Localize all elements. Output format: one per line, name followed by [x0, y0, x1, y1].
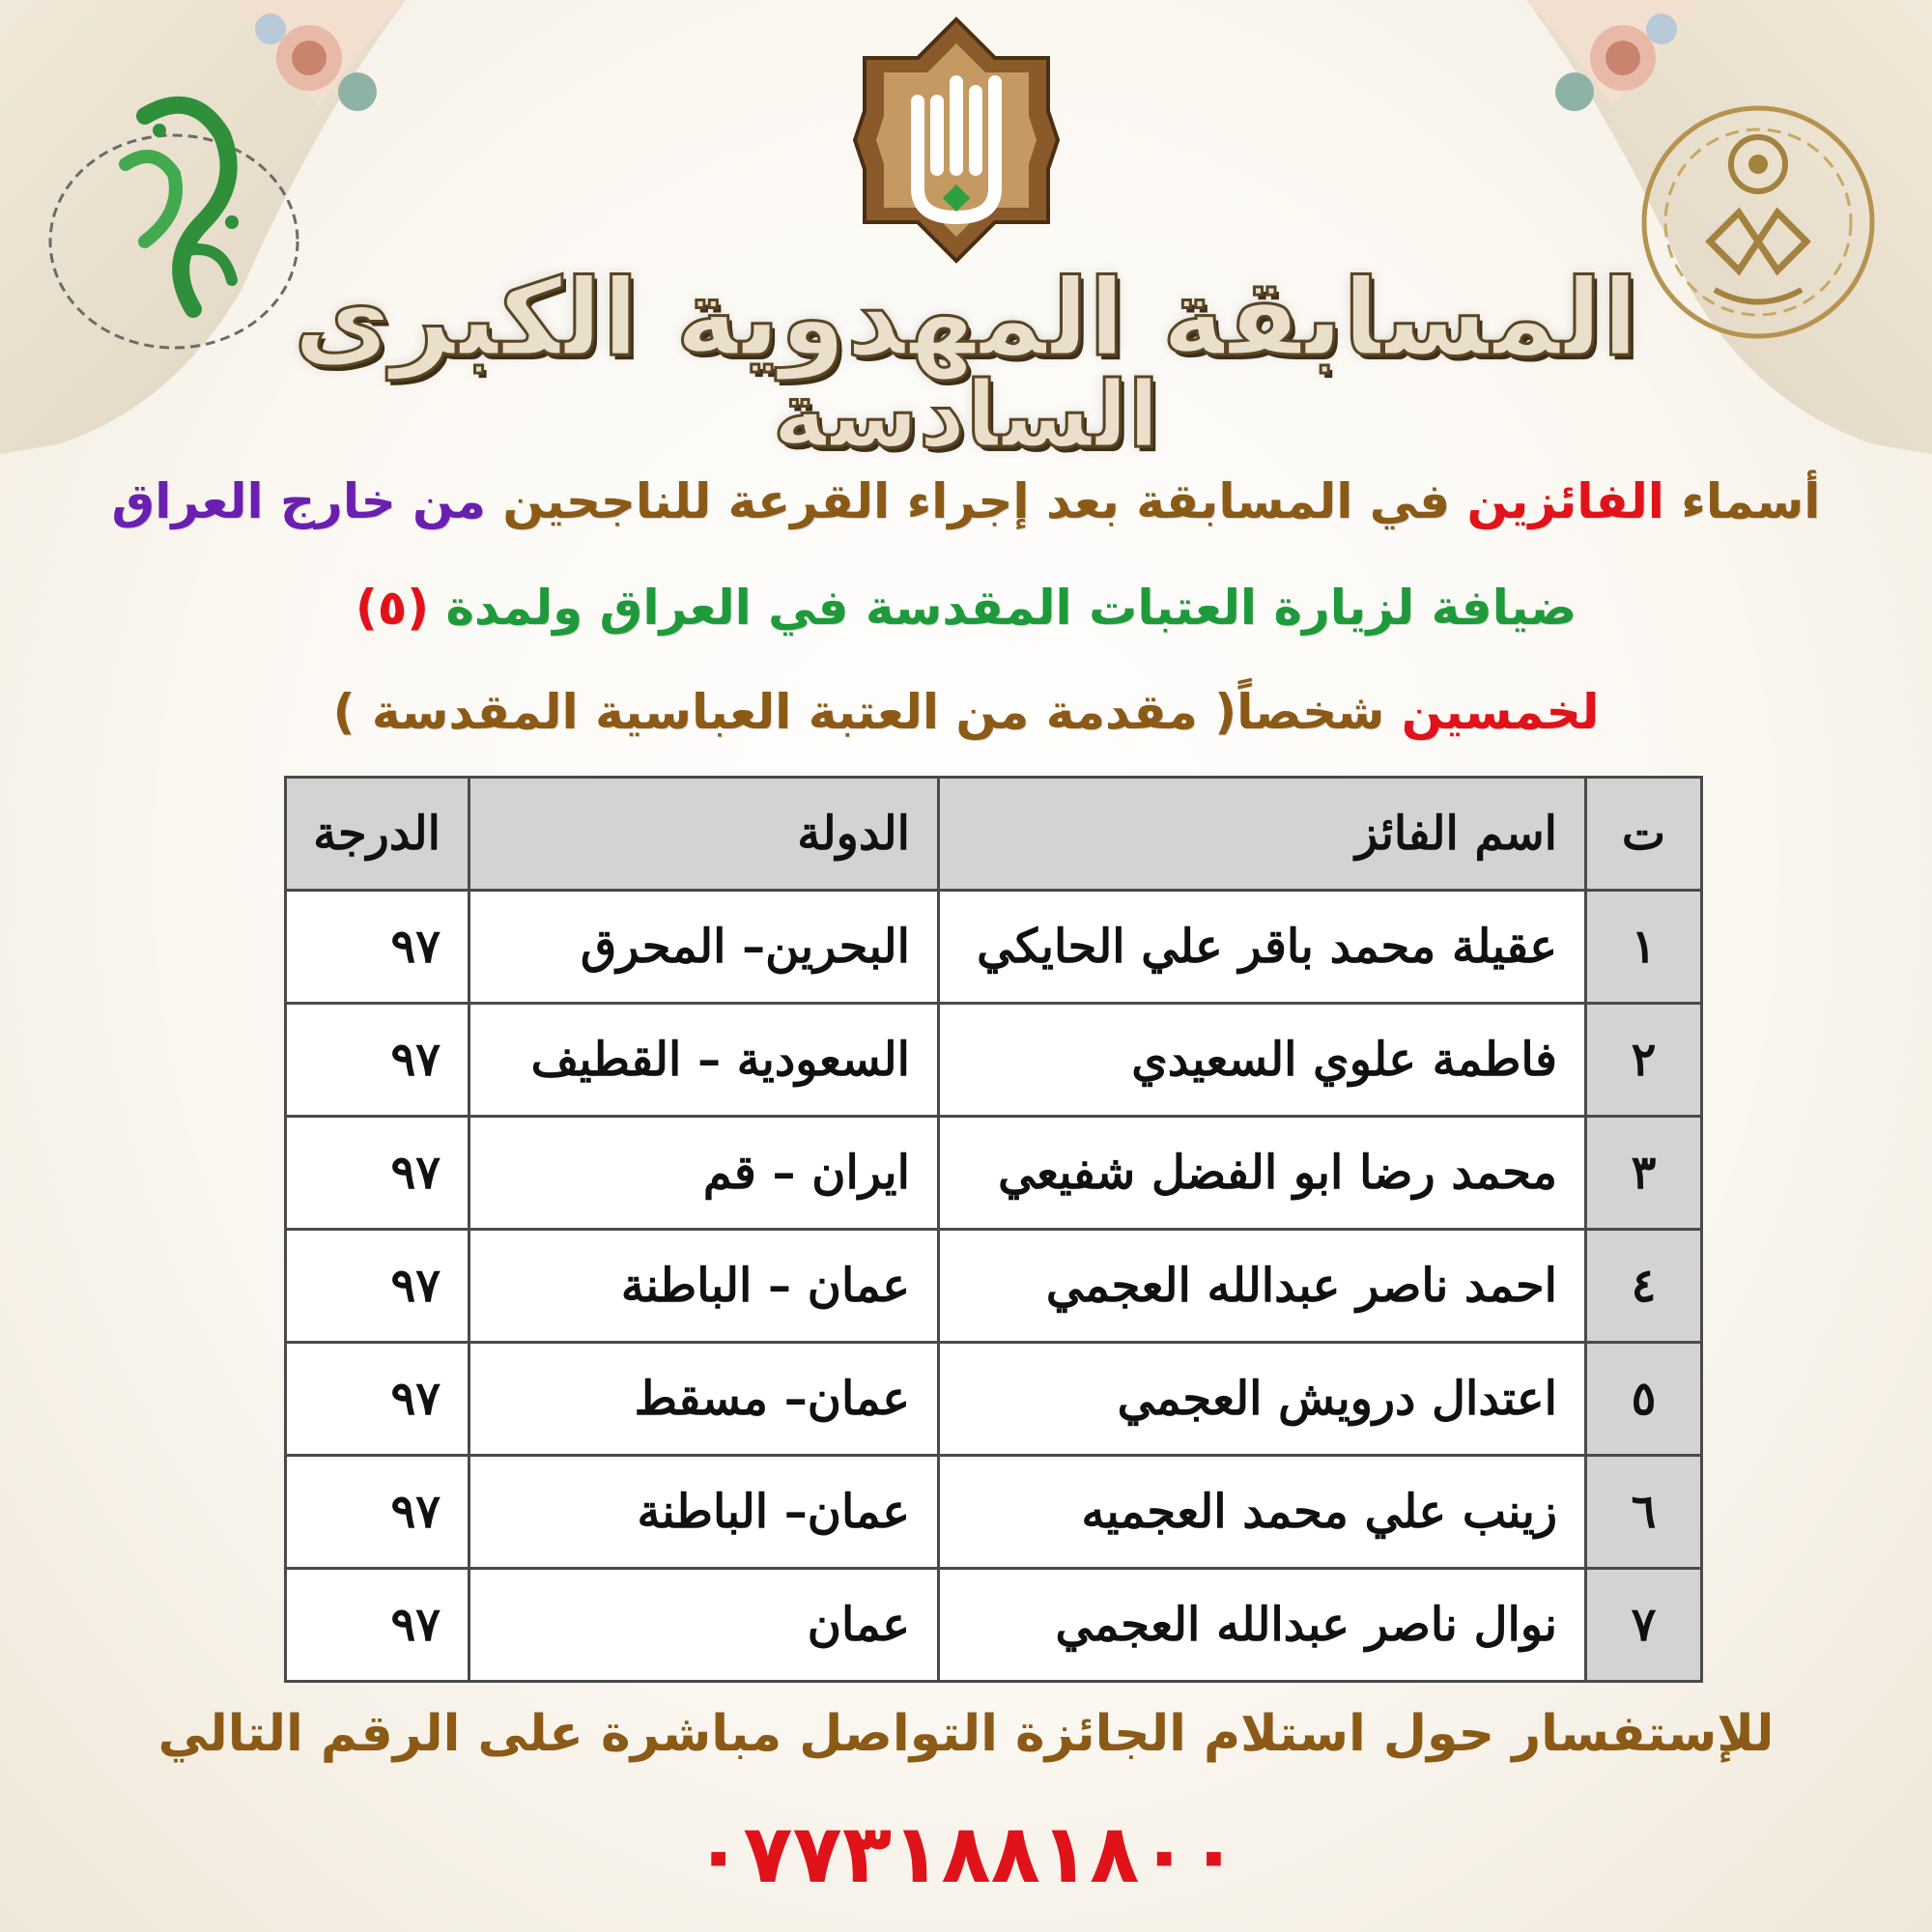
- contact-phone-number[interactable]: ٠٧٧٣١٨٨١٨٠٠: [694, 1806, 1238, 1901]
- winner-grade: ٩٧: [286, 1343, 469, 1456]
- winner-name: عقيلة محمد باقر علي الحايكي: [939, 891, 1586, 1004]
- row-number: ٥: [1586, 1343, 1702, 1456]
- row-number: ٧: [1586, 1569, 1702, 1682]
- row-number: ٤: [1586, 1230, 1702, 1343]
- announcement-segment: في المسابقة بعد إجراء القرعة للناجحين: [486, 473, 1467, 529]
- table-header-row: [286, 778, 1702, 891]
- table-row: [286, 1004, 1702, 1117]
- announcement-segment-highlight: لخمسين: [1401, 684, 1600, 740]
- page-title: المسابقة المهدوية الكبرى: [293, 256, 1639, 380]
- winner-grade: ٩٧: [286, 1569, 469, 1682]
- table-row: [286, 1456, 1702, 1569]
- table-row: [286, 1230, 1702, 1343]
- table-row: [286, 1117, 1702, 1230]
- winner-name: محمد رضا ابو الفضل شفيعي: [939, 1117, 1586, 1230]
- competition-hand-logo: [850, 14, 1063, 266]
- row-number: ٦: [1586, 1456, 1702, 1569]
- winner-grade: ٩٧: [286, 1230, 469, 1343]
- announcement-segment: شخصاً( مقدمة من العتبة العباسية المقدسة ): [332, 684, 1402, 740]
- header-country: الدولة: [469, 778, 939, 891]
- row-number: ١: [1586, 891, 1702, 1004]
- announcement-segment: أسماء: [1663, 473, 1821, 529]
- table-row: [286, 1343, 1702, 1456]
- winner-country: عمان: [469, 1569, 939, 1682]
- row-number: ٢: [1586, 1004, 1702, 1117]
- winner-grade: ٩٧: [286, 1004, 469, 1117]
- winner-name: نوال ناصر عبدالله العجمي: [939, 1569, 1586, 1682]
- winner-name: فاطمة علوي السعيدي: [939, 1004, 1586, 1117]
- winner-grade: ٩٧: [286, 1456, 469, 1569]
- winner-country: عمان– الباطنة: [469, 1456, 939, 1569]
- header-winner-name: اسم الفائز: [939, 778, 1586, 891]
- announcement-segment: ضيافة لزيارة العتبات المقدسة في العراق ولمدة: [429, 580, 1577, 636]
- winners-table: [284, 776, 1703, 1683]
- winner-grade: ٩٧: [286, 1117, 469, 1230]
- announcement-segment-highlight: من خارج العراق: [111, 473, 487, 529]
- header-number: ت: [1586, 778, 1702, 891]
- header-grade: الدرجة: [286, 778, 469, 891]
- table-row: [286, 1569, 1702, 1682]
- announcement-line-1: [0, 473, 1932, 529]
- announcement-segment-highlight: الفائزين: [1466, 473, 1664, 529]
- inquiry-text: للإستفسار حول استلام الجائزة التواصل مباشرة على الرقم التالي: [157, 1705, 1775, 1763]
- winner-country: ايران – قم: [469, 1117, 939, 1230]
- announcement-line-2: [0, 580, 1932, 636]
- page-subtitle-edition: السادسة: [772, 362, 1160, 469]
- winner-name: زينب علي محمد العجميه: [939, 1456, 1586, 1569]
- winner-country: عمان – الباطنة: [469, 1230, 939, 1343]
- winner-country: البحرين– المحرق: [469, 891, 939, 1004]
- winner-name: احمد ناصر عبدالله العجمي: [939, 1230, 1586, 1343]
- winner-grade: ٩٧: [286, 891, 469, 1004]
- table-row: [286, 891, 1702, 1004]
- row-number: ٣: [1586, 1117, 1702, 1230]
- winner-name: اعتدال درويش العجمي: [939, 1343, 1586, 1456]
- winner-country: عمان– مسقط: [469, 1343, 939, 1456]
- winner-country: السعودية – القطيف: [469, 1004, 939, 1117]
- announcement-line-3: [0, 684, 1932, 740]
- announcement-segment-highlight: (٥): [355, 580, 430, 636]
